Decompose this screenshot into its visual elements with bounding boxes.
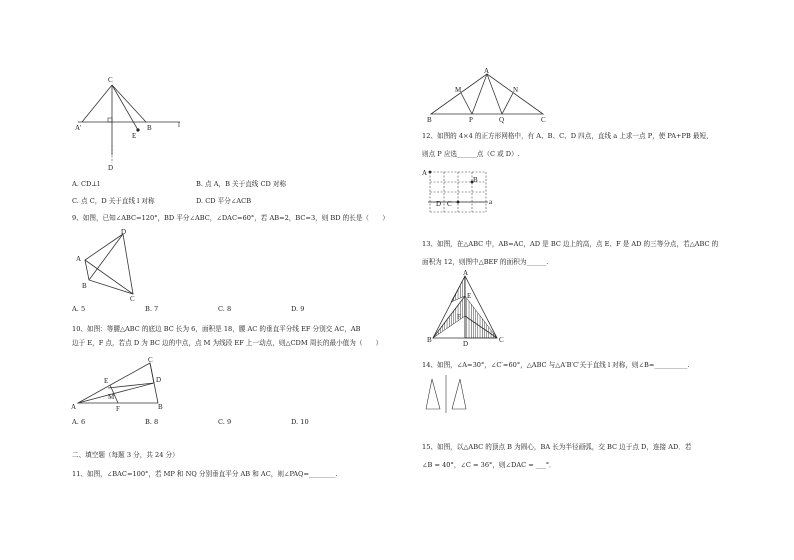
- q8-option-b: B. 点 A，B 关于直线 CD 对称: [196, 180, 287, 188]
- q15-text-line2: ∠B = 40°，∠C = 36°，则∠DAC = ___°．: [422, 461, 556, 469]
- q14-figure: [422, 375, 472, 415]
- q9-label-b: B: [82, 282, 87, 290]
- q12-grid-figure: [422, 168, 502, 218]
- q8-label-a: A': [75, 124, 82, 132]
- q10-option-d: D. 10: [291, 418, 309, 426]
- q10-figure: [70, 355, 170, 415]
- q10-label-e: E: [104, 377, 109, 385]
- q12-label-b: B: [473, 176, 478, 184]
- q10-option-c: C. 9: [218, 418, 232, 426]
- q8-option-c: C. 点 C，D 关于直线 l 对称: [72, 197, 155, 205]
- q11-label-c: C: [541, 116, 546, 124]
- q9-option-c: C. 8: [218, 305, 232, 313]
- q10-label-m: M: [108, 393, 115, 401]
- q15-text-line1: 15、如图，以△ABC 的顶点 B 为圆心，BA 长为半径画弧，交 BC 边于点 D，连接 AD．若: [422, 443, 692, 451]
- q9-figure: [75, 228, 145, 303]
- q11-label-m: M: [455, 86, 462, 94]
- q9-label-c: C: [130, 295, 135, 303]
- section-fill-blank-heading: 二、填空题（每题 3 分，共 24 分）: [72, 451, 179, 459]
- q13-label-a: A: [463, 269, 469, 277]
- q11-label-n: N: [513, 86, 519, 94]
- q10-label-a: A: [71, 403, 77, 411]
- q11-text: 11、如图，∠BAC=100°，若 MP 和 NQ 分别垂直平分 AB 和 AC，则∠PAQ=________.: [72, 470, 338, 478]
- q10-text-line1: 10、如图：等腰△ABC 的底边 BC 长为 6，面积是 18，腰 AC 的垂直平分线 EF 分别交 AC，AB: [72, 325, 361, 333]
- q12-label-a: A: [422, 169, 428, 177]
- q12-text-line1: 12、如图的 4×4 的正方形网格中，有 A、B、C、D 四点，直线 a 上求一点 P，使 PA+PB 最短，: [422, 132, 713, 140]
- q11-label-a: A: [484, 67, 490, 75]
- q8-label-d: D: [108, 164, 114, 172]
- q10-label-b: B: [158, 403, 163, 411]
- q14-text: 14、如图，∠A=30°，∠C′=60°，△ABC 与△A′B′C′关于直线 l 对称，则∠B=__________.: [422, 361, 690, 369]
- q9-option-b: B. 7: [145, 305, 159, 313]
- q8-label-c: C: [108, 76, 113, 84]
- q11-label-q: Q: [499, 116, 505, 124]
- q9-label-a: A: [76, 255, 82, 263]
- q9-label-d: D: [121, 228, 127, 236]
- q13-text-line2: 面积为 12，则图中△BEF 的面积为______.: [422, 258, 549, 266]
- q10-option-b: B. 8: [145, 418, 159, 426]
- q13-figure: [427, 269, 507, 348]
- q8-option-d: D. CD 平分∠ACB: [196, 197, 252, 205]
- q12-label-d: D: [436, 200, 442, 208]
- q10-label-d: D: [156, 376, 162, 384]
- q9-text: 9、如图，已知∠ABC=120°，BD 平分∠ABC，∠DAC=60°，若 AB=2，BC=3，则 BD 的长是（ ）: [72, 214, 389, 222]
- q10-option-a: A. 6: [72, 418, 86, 426]
- q10-label-f: F: [116, 405, 120, 413]
- q9-option-a: A. 5: [72, 305, 86, 313]
- q13-label-b: B: [427, 336, 432, 344]
- q13-text-line1: 13、如图，在△ABC 中，AB=AC，AD 是 BC 边上的高，点 E、F 是 AD 的三等分点，若△ABC 的: [422, 240, 719, 248]
- q13-label-d: D: [463, 340, 469, 348]
- q11-figure: [425, 67, 550, 124]
- q8-figure: [70, 75, 180, 170]
- q12-text-line2: 则点 P 应选______点（C 或 D）.: [422, 150, 520, 158]
- q10-text-line2: 边于 E，F 点，若点 D 为 BC 边的中点，点 M 为线段 EF 上一动点，则△CDM 周长的最小值为（ ）: [72, 339, 383, 347]
- q12-label-c: C: [447, 200, 452, 208]
- q11-label-p: P: [469, 116, 473, 124]
- q12-label-a-line: a: [489, 198, 493, 206]
- q13-label-f: F: [457, 313, 461, 321]
- q8-label-e: E: [132, 132, 137, 140]
- q8-label-b: B: [147, 124, 152, 132]
- q13-label-e: E: [467, 292, 472, 300]
- q10-label-c: C: [148, 356, 153, 364]
- q9-option-d: D. 9: [291, 305, 305, 313]
- q13-label-c: C: [499, 336, 504, 344]
- q11-label-b: B: [427, 116, 432, 124]
- q8-option-a: A. CD⊥l: [72, 180, 100, 188]
- q8-label-l: l: [178, 121, 180, 129]
